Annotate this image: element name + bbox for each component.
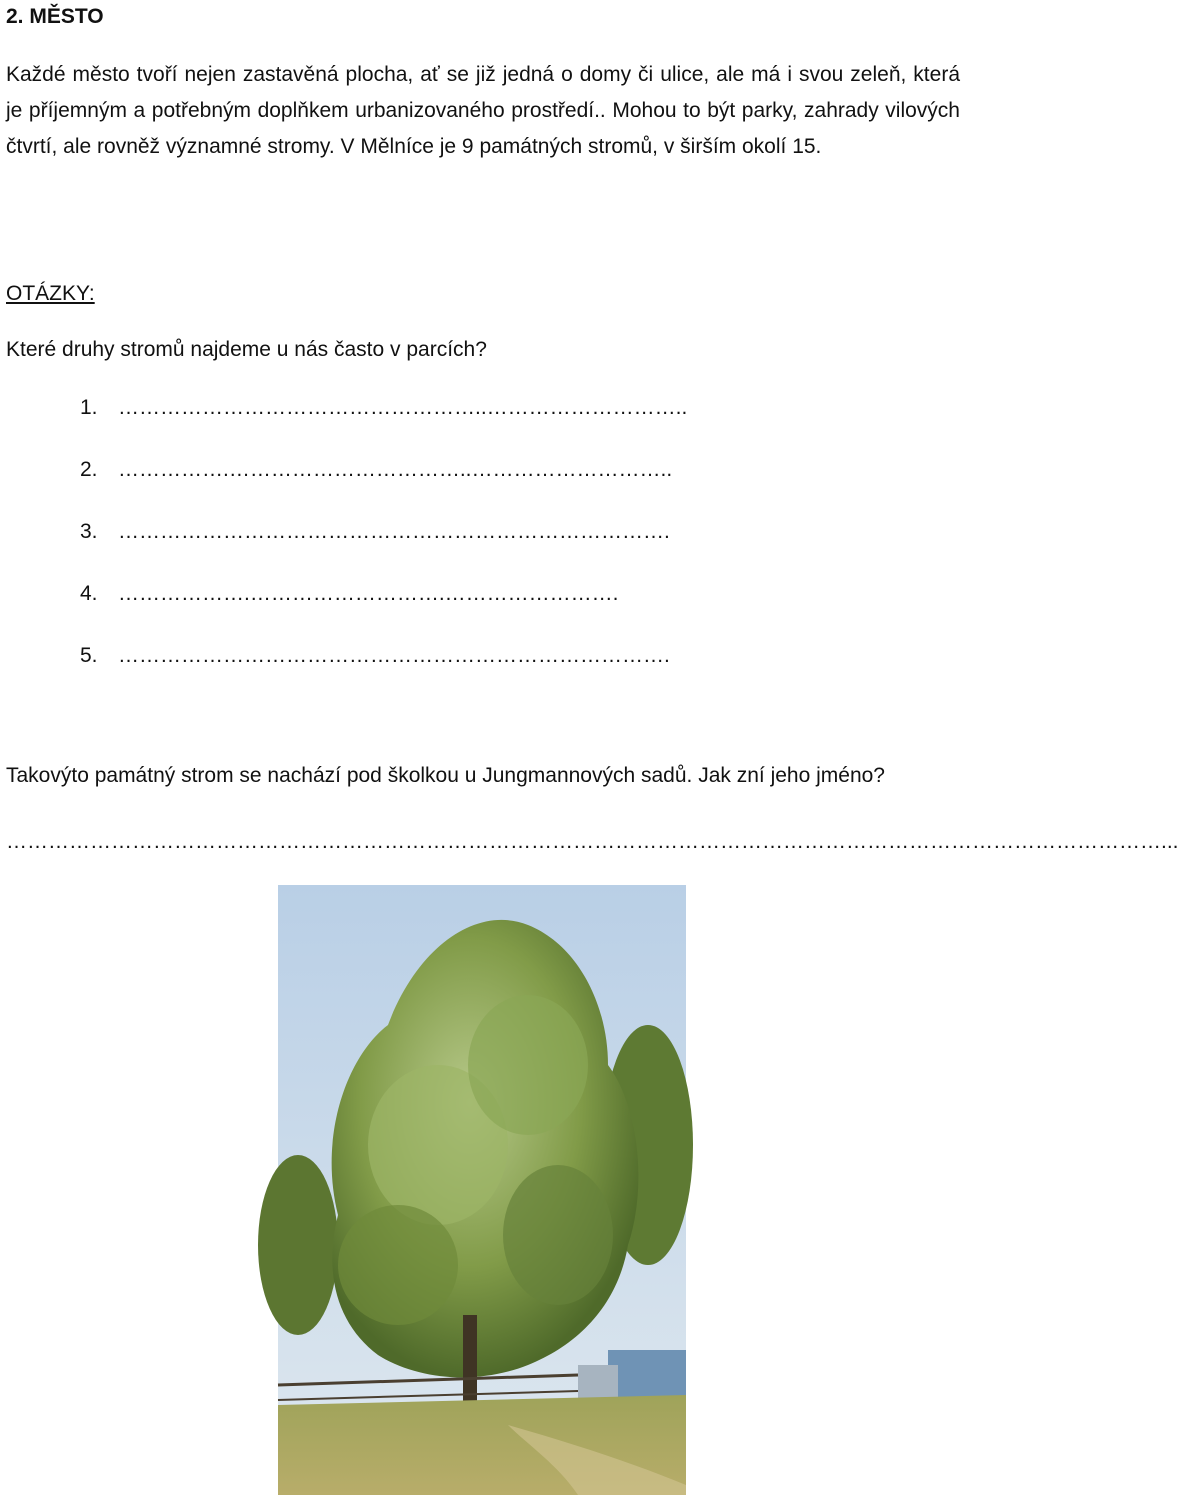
answer-number: 1.: [80, 396, 98, 419]
answer-number: 3.: [80, 520, 98, 543]
answer-number: 2.: [80, 458, 98, 481]
answer-blank: …………………………………………………………………….: [118, 520, 670, 543]
question-memorial-tree: Takovýto památný strom se nachází pod školkou u Jungmannových sadů. Jak zní jeho jméno?: [6, 764, 885, 787]
answer-blank: ……………………………………………..………………………..: [118, 396, 688, 419]
answer-line-2: [80, 455, 672, 485]
intro-paragraph: Každé město tvoří nejen zastavěná plocha, ať se již jedná o domy či ulice, ale má i svou zeleň, která je příjemným a potřebným doplňkem urbanizovaného prostředí.. Mohou to být parky, zahrady vilových čtvrtí, ale rovněž významné stromy. V Mělníce je 9 památných stromů, v širším okolí 15.: [6, 63, 960, 158]
answer-line-5: [80, 641, 670, 671]
answer-line-4: [80, 579, 619, 609]
answer-blank: …………….……………………………..………………………..: [118, 458, 673, 481]
answer-blank-memorial-tree: …………………………………………………………………………………………………………………………………………………...: [6, 830, 1179, 853]
tree-photo: [278, 885, 686, 1495]
answer-number: 5.: [80, 644, 98, 667]
answer-line-3: [80, 517, 670, 547]
answer-number: 4.: [80, 582, 98, 605]
answer-line-1: [80, 393, 687, 423]
question-tree-species: Které druhy stromů najdeme u nás často v parcích?: [6, 338, 487, 361]
answer-blank: ……………….……………………….…………………….: [118, 582, 619, 605]
answer-blank: …………………………………………………………………….: [118, 644, 670, 667]
section-heading: 2. MĚSTO: [6, 5, 104, 28]
questions-label: OTÁZKY:: [6, 282, 95, 305]
